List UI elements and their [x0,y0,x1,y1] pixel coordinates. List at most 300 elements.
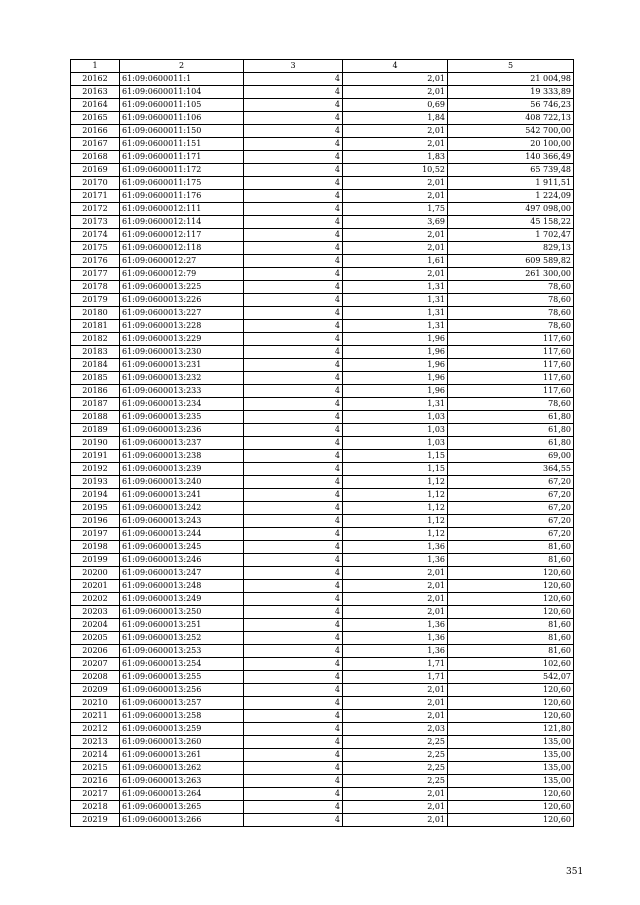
column-header-3: 3 [244,60,343,73]
table-cell-col2: 61:09:0600013:229 [120,333,244,346]
table-cell-col2: 61:09:0600013:254 [120,658,244,671]
table-cell-col5: 117,60 [448,385,574,398]
table-cell-col2: 61:09:0600013:261 [120,749,244,762]
table-cell-col3: 4 [244,736,343,749]
table-cell-col5: 65 739,48 [448,164,574,177]
table-cell-col2: 61:09:0600013:243 [120,515,244,528]
table-row [71,736,574,749]
table-cell-col3: 4 [244,476,343,489]
table-row [71,658,574,671]
table-cell-col1: 20205 [71,632,120,645]
page-number: 351 [566,867,584,877]
table-cell-col2: 61:09:0600013:228 [120,320,244,333]
table-cell-col1: 20190 [71,437,120,450]
table-row [71,450,574,463]
table-cell-col2: 61:09:0600013:258 [120,710,244,723]
table-cell-col5: 81,60 [448,541,574,554]
table-row [71,281,574,294]
table-cell-col4: 2,01 [343,801,448,814]
table-cell-col5: 542,07 [448,671,574,684]
table-cell-col5: 78,60 [448,398,574,411]
table-cell-col1: 20169 [71,164,120,177]
table-cell-col3: 4 [244,242,343,255]
table-cell-col3: 4 [244,749,343,762]
table-cell-col4: 1,36 [343,541,448,554]
table-cell-col3: 4 [244,515,343,528]
table-cell-col2: 61:09:0600011:150 [120,125,244,138]
table-cell-col2: 61:09:0600011:105 [120,99,244,112]
table-row [71,346,574,359]
table-row [71,99,574,112]
table-cell-col4: 1,36 [343,619,448,632]
table-cell-col3: 4 [244,450,343,463]
table-cell-col2: 61:09:0600012:27 [120,255,244,268]
table-cell-col1: 20189 [71,424,120,437]
table-row [71,567,574,580]
table-row [71,320,574,333]
table-cell-col1: 20191 [71,450,120,463]
table-cell-col3: 4 [244,99,343,112]
table-row [71,619,574,632]
table-cell-col5: 364,55 [448,463,574,476]
table-row [71,86,574,99]
table-row [71,112,574,125]
table-cell-col4: 1,03 [343,424,448,437]
table-cell-col4: 2,01 [343,86,448,99]
table-row [71,424,574,437]
table-cell-col1: 20183 [71,346,120,359]
table-row [71,632,574,645]
table-cell-col3: 4 [244,463,343,476]
table-cell-col3: 4 [244,229,343,242]
table-cell-col2: 61:09:0600013:240 [120,476,244,489]
table-row [71,580,574,593]
table-cell-col4: 2,01 [343,177,448,190]
table-cell-col4: 1,12 [343,502,448,515]
table-cell-col3: 4 [244,320,343,333]
table-cell-col2: 61:09:0600013:257 [120,697,244,710]
table-cell-col2: 61:09:0600011:171 [120,151,244,164]
table-row [71,138,574,151]
table-cell-col2: 61:09:0600013:227 [120,307,244,320]
table-cell-col5: 135,00 [448,736,574,749]
table-row [71,801,574,814]
table-cell-col4: 0,69 [343,99,448,112]
table-cell-col3: 4 [244,177,343,190]
table-cell-col2: 61:09:0600013:259 [120,723,244,736]
table-cell-col3: 4 [244,281,343,294]
table-cell-col5: 61,80 [448,411,574,424]
table-cell-col1: 20198 [71,541,120,554]
table-cell-col3: 4 [244,528,343,541]
table-cell-col1: 20170 [71,177,120,190]
table-row [71,177,574,190]
table-cell-col3: 4 [244,671,343,684]
table-row [71,554,574,567]
table-cell-col3: 4 [244,775,343,788]
table-cell-col4: 2,01 [343,190,448,203]
table-cell-col1: 20173 [71,216,120,229]
table-row [71,723,574,736]
table-cell-col2: 61:09:0600013:235 [120,411,244,424]
table-cell-col5: 117,60 [448,359,574,372]
table-row [71,190,574,203]
table-cell-col5: 67,20 [448,528,574,541]
table-cell-col5: 497 098,00 [448,203,574,216]
table-row [71,749,574,762]
table-cell-col2: 61:09:0600013:244 [120,528,244,541]
table-cell-col4: 2,01 [343,684,448,697]
table-cell-col1: 20177 [71,268,120,281]
table-cell-col3: 4 [244,502,343,515]
table-row [71,229,574,242]
table-cell-col1: 20197 [71,528,120,541]
table-cell-col1: 20207 [71,658,120,671]
table-cell-col5: 1 224,09 [448,190,574,203]
table-cell-col5: 45 158,22 [448,216,574,229]
table-row [71,359,574,372]
table-cell-col5: 120,60 [448,710,574,723]
table-cell-col5: 120,60 [448,580,574,593]
table-row [71,489,574,502]
table-cell-col1: 20165 [71,112,120,125]
column-header-2: 2 [120,60,244,73]
table-cell-col2: 61:09:0600013:232 [120,372,244,385]
table-cell-col1: 20185 [71,372,120,385]
table-cell-col4: 2,01 [343,593,448,606]
table-cell-col1: 20202 [71,593,120,606]
table-cell-col5: 121,80 [448,723,574,736]
table-row [71,645,574,658]
table-cell-col1: 20215 [71,762,120,775]
table-cell-col4: 2,01 [343,242,448,255]
table-row [71,255,574,268]
table-row [71,697,574,710]
table-cell-col5: 135,00 [448,762,574,775]
table-cell-col5: 120,60 [448,567,574,580]
table-row [71,541,574,554]
table-cell-col4: 1,71 [343,671,448,684]
table-cell-col5: 140 366,49 [448,151,574,164]
table-row [71,814,574,827]
table-cell-col5: 542 700,00 [448,125,574,138]
table-cell-col3: 4 [244,138,343,151]
table-cell-col3: 4 [244,151,343,164]
table-cell-col1: 20216 [71,775,120,788]
table-cell-col3: 4 [244,255,343,268]
table-cell-col5: 609 589,82 [448,255,574,268]
table-cell-col2: 61:09:0600013:253 [120,645,244,658]
table-cell-col3: 4 [244,541,343,554]
table-row [71,203,574,216]
table-cell-col3: 4 [244,112,343,125]
table-cell-col2: 61:09:0600013:238 [120,450,244,463]
table-cell-col1: 20206 [71,645,120,658]
table-cell-col2: 61:09:0600013:250 [120,606,244,619]
table-cell-col1: 20210 [71,697,120,710]
table-cell-col1: 20179 [71,294,120,307]
table-cell-col2: 61:09:0600013:231 [120,359,244,372]
table-cell-col3: 4 [244,684,343,697]
table-cell-col4: 1,12 [343,489,448,502]
table-cell-col4: 2,01 [343,125,448,138]
table-cell-col2: 61:09:0600011:104 [120,86,244,99]
table-cell-col2: 61:09:0600012:118 [120,242,244,255]
table-cell-col3: 4 [244,372,343,385]
table-cell-col5: 135,00 [448,775,574,788]
table-cell-col1: 20176 [71,255,120,268]
table-cell-col1: 20162 [71,73,120,86]
table-cell-col5: 829,13 [448,242,574,255]
table-cell-col3: 4 [244,437,343,450]
table-cell-col4: 1,03 [343,437,448,450]
table-cell-col3: 4 [244,580,343,593]
table-cell-col2: 61:09:0600011:175 [120,177,244,190]
table-cell-col2: 61:09:0600013:252 [120,632,244,645]
table-cell-col3: 4 [244,632,343,645]
table-cell-col1: 20181 [71,320,120,333]
table-cell-col5: 81,60 [448,554,574,567]
table-cell-col5: 69,00 [448,450,574,463]
table-cell-col5: 21 004,98 [448,73,574,86]
table-cell-col1: 20193 [71,476,120,489]
table-row [71,398,574,411]
table-cell-col3: 4 [244,658,343,671]
table-cell-col2: 61:09:0600013:236 [120,424,244,437]
table-row [71,710,574,723]
table-cell-col5: 120,60 [448,684,574,697]
table-cell-col4: 1,71 [343,658,448,671]
table-cell-col1: 20184 [71,359,120,372]
table-cell-col3: 4 [244,723,343,736]
table-row [71,411,574,424]
table-cell-col3: 4 [244,424,343,437]
table-row [71,671,574,684]
table-cell-col4: 1,12 [343,476,448,489]
table-cell-col5: 19 333,89 [448,86,574,99]
table-cell-col1: 20204 [71,619,120,632]
table-cell-col2: 61:09:0600012:111 [120,203,244,216]
table-cell-col2: 61:09:0600013:256 [120,684,244,697]
table-row [71,606,574,619]
table-row [71,775,574,788]
table-cell-col5: 261 300,00 [448,268,574,281]
table-cell-col1: 20219 [71,814,120,827]
table-cell-col3: 4 [244,359,343,372]
table-cell-col3: 4 [244,398,343,411]
table-body [71,73,574,827]
table-cell-col1: 20218 [71,801,120,814]
table-row [71,762,574,775]
table-cell-col4: 2,25 [343,775,448,788]
table-cell-col3: 4 [244,190,343,203]
table-cell-col2: 61:09:0600013:264 [120,788,244,801]
table-cell-col2: 61:09:0600013:242 [120,502,244,515]
table-cell-col4: 1,36 [343,645,448,658]
table-cell-col5: 120,60 [448,606,574,619]
table-cell-col5: 1 702,47 [448,229,574,242]
table-cell-col4: 1,12 [343,528,448,541]
table-row [71,333,574,346]
table-cell-col3: 4 [244,788,343,801]
column-header-1: 1 [71,60,120,73]
table-cell-col3: 4 [244,606,343,619]
column-header-4: 4 [343,60,448,73]
table-cell-col1: 20211 [71,710,120,723]
table-cell-col1: 20164 [71,99,120,112]
table-cell-col1: 20196 [71,515,120,528]
table-cell-col1: 20186 [71,385,120,398]
table-cell-col1: 20175 [71,242,120,255]
table-cell-col3: 4 [244,73,343,86]
table-cell-col5: 120,60 [448,593,574,606]
table-cell-col4: 2,01 [343,229,448,242]
table-cell-col5: 78,60 [448,307,574,320]
table-cell-col4: 1,15 [343,463,448,476]
table-cell-col1: 20199 [71,554,120,567]
table-cell-col4: 1,31 [343,294,448,307]
table-row [71,307,574,320]
table-cell-col5: 67,20 [448,476,574,489]
table-cell-col3: 4 [244,619,343,632]
table-cell-col5: 78,60 [448,281,574,294]
table-cell-col3: 4 [244,762,343,775]
table-cell-col1: 20168 [71,151,120,164]
table-row [71,593,574,606]
column-header-5: 5 [448,60,574,73]
table-cell-col2: 61:09:0600013:263 [120,775,244,788]
table-cell-col4: 2,01 [343,138,448,151]
table-cell-col1: 20188 [71,411,120,424]
table-cell-col3: 4 [244,294,343,307]
table-cell-col4: 2,01 [343,73,448,86]
table-cell-col5: 1 911,51 [448,177,574,190]
table-row [71,294,574,307]
table-cell-col4: 2,01 [343,580,448,593]
table-cell-col5: 81,60 [448,632,574,645]
table-cell-col2: 61:09:0600013:241 [120,489,244,502]
table-cell-col4: 1,96 [343,372,448,385]
table-cell-col4: 1,61 [343,255,448,268]
table-row [71,515,574,528]
table-cell-col4: 1,96 [343,385,448,398]
table-cell-col2: 61:09:0600013:247 [120,567,244,580]
table-cell-col4: 1,03 [343,411,448,424]
table-cell-col5: 117,60 [448,333,574,346]
table-row [71,788,574,801]
table-cell-col4: 2,01 [343,788,448,801]
table-cell-col3: 4 [244,203,343,216]
table-cell-col3: 4 [244,268,343,281]
table-cell-col4: 2,01 [343,814,448,827]
table-cell-col1: 20163 [71,86,120,99]
table-cell-col5: 120,60 [448,801,574,814]
table-cell-col1: 20200 [71,567,120,580]
table-row [71,73,574,86]
table-cell-col2: 61:09:0600013:266 [120,814,244,827]
table-cell-col5: 81,60 [448,645,574,658]
table-cell-col3: 4 [244,697,343,710]
table-cell-col5: 78,60 [448,294,574,307]
table-cell-col5: 81,60 [448,619,574,632]
table-cell-col2: 61:09:0600011:172 [120,164,244,177]
land-registry-table [70,59,574,827]
table-cell-col4: 2,03 [343,723,448,736]
table-cell-col2: 61:09:0600012:117 [120,229,244,242]
table-cell-col3: 4 [244,710,343,723]
table-cell-col3: 4 [244,411,343,424]
table-row [71,242,574,255]
table-cell-col1: 20182 [71,333,120,346]
table-cell-col5: 135,00 [448,749,574,762]
table-cell-col4: 1,31 [343,320,448,333]
table-row [71,502,574,515]
table-cell-col5: 117,60 [448,346,574,359]
table-cell-col3: 4 [244,307,343,320]
table-cell-col5: 67,20 [448,489,574,502]
table-cell-col2: 61:09:0600013:249 [120,593,244,606]
table-cell-col2: 61:09:0600013:234 [120,398,244,411]
table-cell-col3: 4 [244,554,343,567]
table-header-row [71,60,574,73]
table-cell-col2: 61:09:0600011:151 [120,138,244,151]
table-cell-col4: 1,15 [343,450,448,463]
table-cell-col5: 78,60 [448,320,574,333]
table-cell-col2: 61:09:0600011:1 [120,73,244,86]
table-cell-col4: 2,25 [343,762,448,775]
table-cell-col2: 61:09:0600013:248 [120,580,244,593]
table-row [71,268,574,281]
table-cell-col3: 4 [244,125,343,138]
table-cell-col1: 20180 [71,307,120,320]
table-cell-col2: 61:09:0600013:251 [120,619,244,632]
table-cell-col1: 20171 [71,190,120,203]
table-cell-col1: 20201 [71,580,120,593]
table-cell-col3: 4 [244,216,343,229]
table-cell-col5: 61,80 [448,424,574,437]
table-cell-col4: 1,31 [343,398,448,411]
table-cell-col4: 1,84 [343,112,448,125]
table-cell-col2: 61:09:0600013:233 [120,385,244,398]
table-row [71,684,574,697]
table-cell-col4: 1,31 [343,281,448,294]
table-row [71,463,574,476]
table-cell-col4: 2,01 [343,710,448,723]
table-cell-col1: 20192 [71,463,120,476]
table-cell-col5: 67,20 [448,502,574,515]
table-cell-col1: 20194 [71,489,120,502]
table-cell-col2: 61:09:0600011:176 [120,190,244,203]
table-cell-col3: 4 [244,645,343,658]
table-cell-col1: 20187 [71,398,120,411]
table-cell-col4: 10,52 [343,164,448,177]
table-row [71,437,574,450]
table-cell-col4: 2,01 [343,606,448,619]
table-cell-col2: 61:09:0600013:226 [120,294,244,307]
table-cell-col1: 20208 [71,671,120,684]
table-cell-col4: 1,96 [343,346,448,359]
table-row [71,372,574,385]
table-cell-col1: 20172 [71,203,120,216]
table-cell-col4: 1,83 [343,151,448,164]
table-cell-col2: 61:09:0600011:106 [120,112,244,125]
table-cell-col2: 61:09:0600012:79 [120,268,244,281]
table-cell-col3: 4 [244,385,343,398]
table-cell-col5: 120,60 [448,697,574,710]
table-cell-col2: 61:09:0600013:265 [120,801,244,814]
table-cell-col5: 117,60 [448,372,574,385]
table-cell-col1: 20178 [71,281,120,294]
